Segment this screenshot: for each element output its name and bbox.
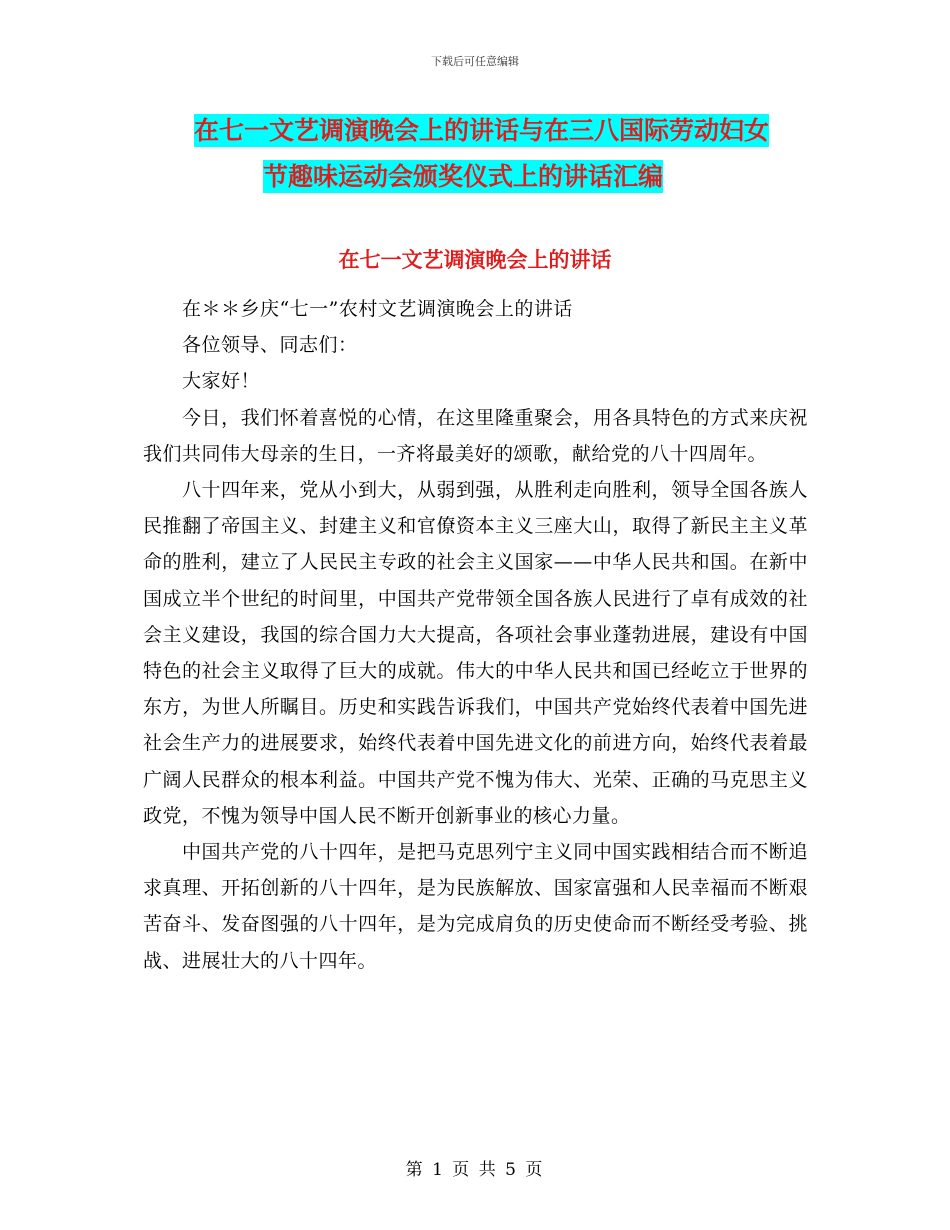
paragraph: 在＊＊乡庆“七一”农村文艺调演晚会上的讲话 <box>181 298 573 320</box>
document-title-line-2 <box>140 158 840 204</box>
paragraph: 今日，我们怀着喜悦的心情，在这里隆重聚会，用各具特色的方式来庆祝我们共同伟大母亲的生日，一齐将最美好的颂歌，献给党的八十四周年。 <box>143 406 808 465</box>
document-title-line-1 <box>140 112 840 158</box>
paragraph: 八十四年来，党从小到大，从弱到强，从胜利走向胜利，领导全国各族人民推翻了帝国主义、封建主义和官僚资本主义三座大山，取得了新民主主义革命的胜利，建立了人民民主专政的社会主义国家——中华人民共和国。在新中国成立半个世纪的时间里，中国共产党带领全国各族人民进行了卓有成效的社会主义建设，我国的综合国力大大提高，各项社会事业蓬勃进展，建设有中国特色的社会主义取得了巨大的成就。伟大的中华人民共和国已经屹立于世界的东方，为世人所瞩目。历史和实践告诉我们，中国共产党始终代表着中国先进社会生产力的进展要求，始终代表着中国先进文化的前进方向，始终代表着最广阔人民群众的根本利益。中国共产党不愧为伟大、光荣、正确的马克思主义政党，不愧为领导中国人民不断开创新事业的核心力量。 <box>143 479 808 827</box>
paragraph: 大家好！ <box>181 370 260 393</box>
document-title <box>140 112 840 204</box>
section-title: 在七一文艺调演晚会上的讲话 <box>338 248 612 272</box>
document-body <box>143 291 808 979</box>
page-header-note: 下载后可任意编辑 <box>431 55 519 68</box>
title-highlight: 在七一文艺调演晚会上的讲话与在三八国际劳动妇女 <box>194 116 770 145</box>
page-number: 第 1 页 共 5 页 <box>405 1160 545 1180</box>
paragraph: 中国共产党的八十四年，是把马克思列宁主义同中国实践相结合而不断追求真理、开拓创新的八十四年，是为民族解放、国家富强和人民幸福而不断艰苦奋斗、发奋图强的八十四年，是为完成肩负的历史使命而不断经受考验、挑战、进展壮大的八十四年。 <box>143 841 808 972</box>
title-highlight: 节趣味运动会颁奖仪式上的讲话汇编 <box>263 162 664 191</box>
paragraph: 各位领导、同志们： <box>181 334 358 357</box>
